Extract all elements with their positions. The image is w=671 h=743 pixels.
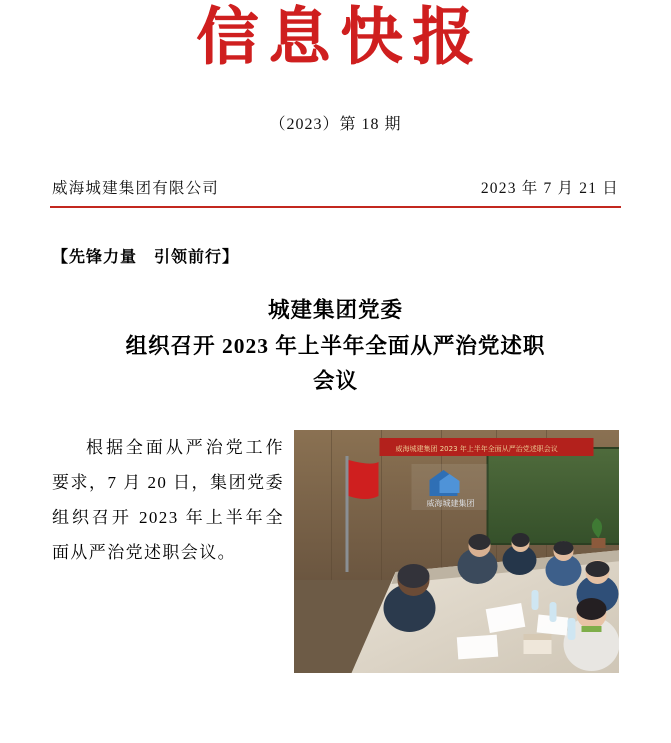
issue-number: （2023）第 18 期	[269, 115, 402, 133]
issue-date: 2023 年 7 月 21 日	[480, 179, 619, 197]
red-divider-rule	[50, 206, 621, 209]
article-headline	[58, 293, 613, 399]
meeting-photograph	[294, 430, 619, 673]
article-body-row	[52, 430, 619, 673]
svg-text:威海城建集团: 威海城建集团	[426, 498, 475, 508]
section-tag: 【先锋力量 引领前行】	[52, 249, 240, 267]
headline-line-1: 城建集团党委	[267, 298, 403, 323]
headline-line-3: 会议	[312, 369, 358, 394]
issuing-organization: 威海城建集团有限公司	[52, 179, 220, 197]
masthead	[0, 0, 671, 71]
article-body-text	[52, 430, 284, 571]
masthead-title: 信息快报	[196, 0, 485, 73]
svg-text:威海城建集团 2023 年上半年全面从严治党述职会议: 威海城建集团 2023 年上半年全面从严治党述职会议	[395, 444, 558, 453]
headline-line-2: 组织召开 2023 年上半年全面从严治党述职	[125, 333, 546, 358]
article-paragraph: 根据全面从严治党工作要求，7 月 20 日，集团党委组织召开 2023 年上半年全面从严治党述职会议。	[52, 437, 284, 563]
document-meta-row	[52, 176, 619, 198]
meeting-photo-illustration	[294, 430, 619, 673]
